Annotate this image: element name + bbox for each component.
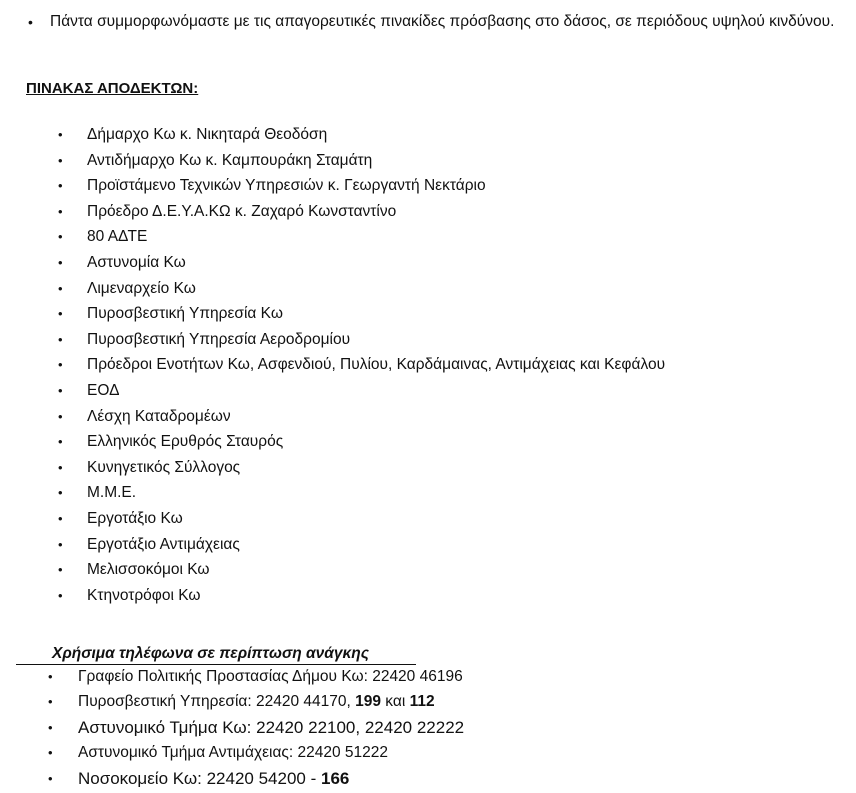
recipient-text: Δήμαρχο Κω κ. Νικηταρά Θεοδόση	[87, 126, 328, 143]
bullet-icon: •	[58, 510, 63, 526]
bullet-icon: •	[58, 408, 63, 424]
recipient-text: Ελληνικός Ερυθρός Σταυρός	[87, 433, 284, 451]
recipient-text: Εργοτάξιο Αντιμάχειας	[87, 535, 240, 553]
recipient-text: Κυνηγετικός Σύλλογος	[87, 458, 241, 476]
bullet-icon: •	[58, 331, 63, 347]
bullet-icon: •	[58, 203, 63, 219]
phone-text	[78, 767, 349, 791]
recipient-text: Λιμεναρχείο Κω	[87, 279, 196, 297]
bullet-icon: •	[48, 720, 53, 735]
phone-text	[78, 691, 435, 713]
bullet-icon: •	[58, 127, 63, 142]
recipient-text: Πυροσβεστική Υπηρεσία Αεροδρομίου	[87, 330, 351, 348]
phones-heading: Χρήσιμα τηλέφωνα σε περίπτωση ανάγκης	[16, 644, 416, 665]
recipient-text: Αντιδήμαρχο Κω κ. Καμπουράκη Σταμάτη	[87, 151, 373, 169]
intro-bullet-item	[28, 12, 840, 32]
bullet-icon: •	[58, 485, 63, 501]
recipient-text: ΕΟΔ	[87, 381, 120, 399]
bullet-icon: •	[48, 771, 53, 786]
phone-text: Γραφείο Πολιτικής Προστασίας Δήμου Κω: 22420 46196	[78, 668, 463, 685]
bullet-icon: •	[58, 459, 63, 475]
recipient-text: Πυροσβεστική Υπηρεσία Κω	[87, 305, 283, 323]
recipient-text: Μ.Μ.Ε.	[87, 484, 137, 502]
intro-text: Πάντα συμμορφωνόμαστε με τις απαγορευτικές πινακίδες πρόσβασης στο δάσος, σε περιόδους υψηλού κινδύνου.	[50, 13, 835, 30]
bullet-icon: •	[58, 229, 63, 245]
bullet-icon: •	[58, 562, 63, 578]
bullet-icon: •	[58, 536, 63, 552]
bullet-icon: •	[58, 434, 63, 450]
bullet-icon: •	[58, 152, 63, 168]
phone-text-mid: και	[381, 693, 410, 710]
phone-text-prefix: Πυροσβεστική Υπηρεσία: 22420 44170,	[78, 693, 356, 710]
recipient-text: Πρόεδροι Ενοτήτων Κω, Ασφενδιού, Πυλίου, Καρδάμαινας, Αντιμάχειας και Κεφάλου	[87, 356, 666, 374]
recipient-text: 80 ΑΔΤΕ	[87, 228, 148, 246]
phone-text: Αστυνομικό Τμήμα Αντιμάχειας: 22420 51222	[78, 744, 388, 761]
phone-text-prefix: Νοσοκομείο Κω: 22420 54200 -	[78, 769, 321, 788]
bullet-icon: •	[58, 254, 63, 270]
bullet-icon: •	[48, 745, 53, 760]
recipient-text: Λέσχη Καταδρομέων	[87, 407, 231, 425]
recipients-heading: ΠΙΝΑΚΑΣ ΑΠΟΔΕΚΤΩΝ:	[26, 80, 199, 97]
bullet-icon: •	[58, 357, 63, 373]
bullet-icon: •	[58, 178, 63, 194]
recipient-text: Κτηνοτρόφοι Κω	[87, 586, 201, 604]
phone-number-bold: 199	[355, 693, 381, 710]
bullet-icon: •	[58, 306, 63, 322]
recipient-text: Προϊστάμενο Τεχνικών Υπηρεσιών κ. Γεωργαντή Νεκτάριο	[87, 177, 486, 195]
recipient-text: Αστυνομία Κω	[87, 253, 186, 271]
phone-number-bold: 112	[409, 693, 435, 710]
bullet-icon: •	[48, 669, 53, 684]
bullet-icon: •	[58, 280, 63, 296]
recipient-text: Πρόεδρο Δ.Ε.Υ.Α.ΚΩ κ. Ζαχαρό Κωνσταντίνο	[87, 202, 397, 220]
bullet-icon: •	[58, 382, 63, 398]
bullet-icon: •	[48, 694, 53, 709]
phone-text: Αστυνομικό Τμήμα Κω: 22420 22100, 22420 22222	[78, 718, 465, 737]
recipient-text: Μελισσοκόμοι Κω	[87, 561, 210, 579]
bullet-icon: •	[58, 587, 63, 603]
phone-number-bold: 166	[320, 769, 350, 788]
recipient-text: Εργοτάξιο Κω	[87, 509, 183, 527]
bullet-icon: •	[28, 14, 33, 30]
